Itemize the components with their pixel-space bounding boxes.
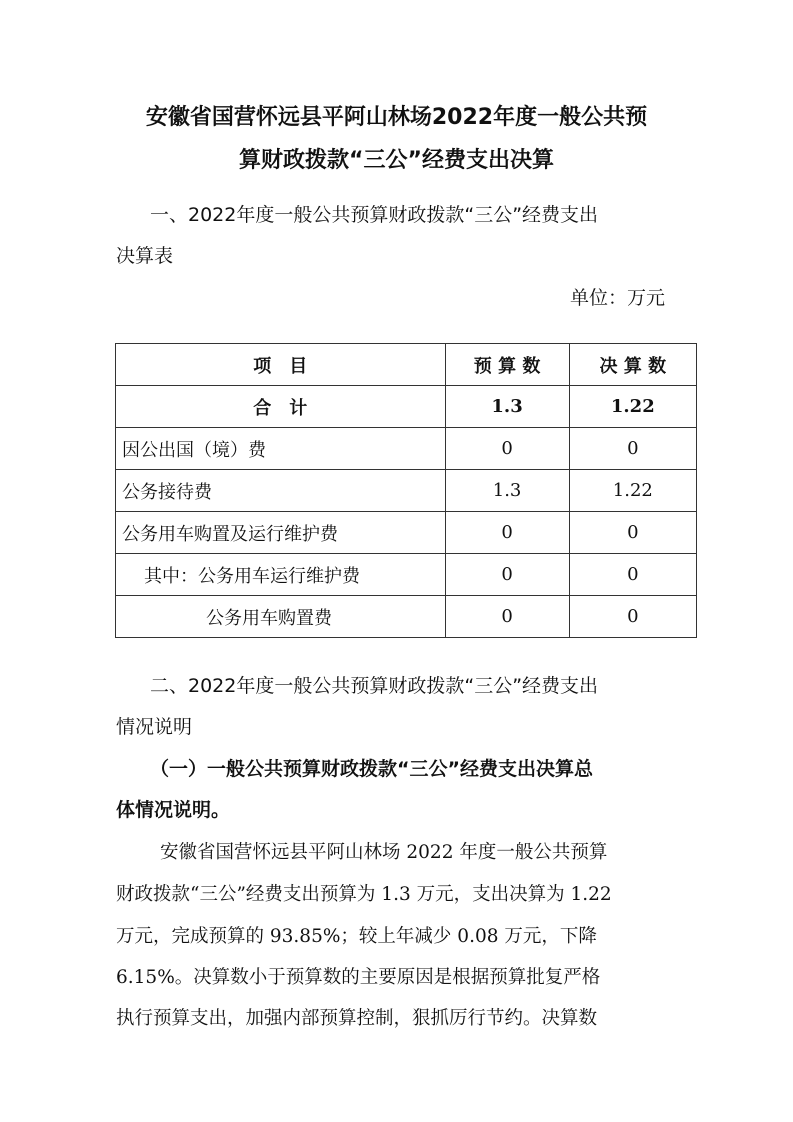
budget-table [115, 343, 697, 638]
subsection-heading-line-2: 体情况说明。 [116, 799, 231, 821]
body-paragraph-line: 万元，完成预算的 93.85%；较上年减少 0.08 万元，下降 [116, 926, 597, 947]
row-label: 因公出国（境）费 [116, 428, 446, 470]
table-row [116, 596, 697, 638]
document-title-line-2: 算财政拨款“三公”经费支出决算 [239, 148, 554, 173]
row-budget: 0 [445, 512, 569, 554]
body-paragraph-line: 执行预算支出，加强内部预算控制，狠抓厉行节约。决算数 [116, 1008, 598, 1029]
row-label: 公务用车购置费 [116, 596, 446, 638]
table-row [116, 428, 697, 470]
row-label: 其中：公务用车运行维护费 [116, 554, 446, 596]
table-header-row [116, 344, 697, 386]
table-total-row [116, 386, 697, 428]
column-header-budget: 预 算 数 [445, 344, 569, 386]
row-label: 公务接待费 [116, 470, 446, 512]
row-budget: 0 [445, 596, 569, 638]
row-actual: 0 [569, 428, 696, 470]
table-row [116, 470, 697, 512]
table-row [116, 554, 697, 596]
row-actual: 0 [569, 512, 696, 554]
column-header-actual: 决 算 数 [569, 344, 696, 386]
body-paragraph-line: 安徽省国营怀远县平阿山林场 2022 年度一般公共预算 [160, 842, 608, 863]
document-title-line-1: 安徽省国营怀远县平阿山林场2022年度一般公共预 [145, 105, 648, 130]
total-label: 合 计 [116, 386, 446, 428]
unit-label: 单位：万元 [570, 287, 666, 309]
total-actual: 1.22 [569, 386, 696, 428]
row-actual: 0 [569, 596, 696, 638]
section1-heading-line-1: 一、2022年度一般公共预算财政拨款“三公”经费支出 [150, 204, 599, 226]
row-actual: 1.22 [569, 470, 696, 512]
body-paragraph-line: 财政拨款“三公”经费支出预算为 1.3 万元，支出决算为 1.22 [116, 884, 612, 905]
table-row [116, 512, 697, 554]
row-actual: 0 [569, 554, 696, 596]
row-label: 公务用车购置及运行维护费 [116, 512, 446, 554]
body-paragraph-line: 6.15%。决算数小于预算数的主要原因是根据预算批复严格 [116, 967, 601, 988]
section2-heading-line-1: 二、2022年度一般公共预算财政拨款“三公”经费支出 [150, 675, 599, 697]
total-budget: 1.3 [445, 386, 569, 428]
section1-heading-line-2: 决算表 [116, 245, 174, 267]
row-budget: 0 [445, 428, 569, 470]
row-budget: 1.3 [445, 470, 569, 512]
subsection-heading-line-1: （一）一般公共预算财政拨款“三公”经费支出决算总 [150, 758, 593, 780]
section2-heading-line-2: 情况说明 [116, 716, 193, 738]
row-budget: 0 [445, 554, 569, 596]
column-header-item: 项 目 [116, 344, 446, 386]
